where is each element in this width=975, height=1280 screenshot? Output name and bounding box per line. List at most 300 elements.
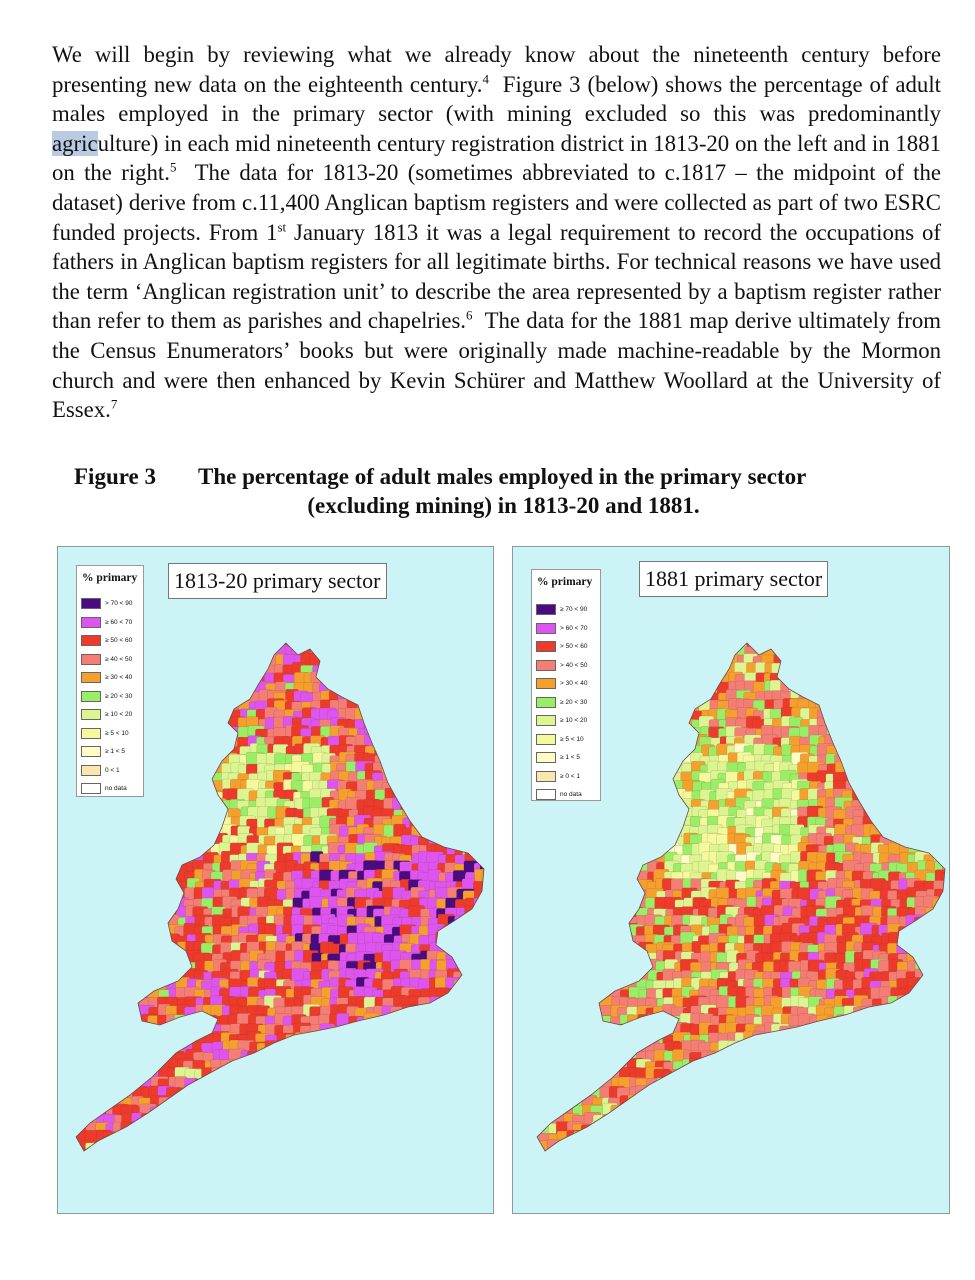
district-cell — [908, 708, 923, 720]
district-cell — [357, 1159, 370, 1177]
district-cell — [465, 719, 479, 731]
district-cell — [337, 646, 350, 659]
district-cell — [402, 1049, 417, 1062]
district-cell — [538, 825, 551, 842]
district-cell — [538, 971, 550, 985]
district-cell — [130, 943, 148, 957]
district-cell — [85, 933, 98, 949]
legend-swatch — [81, 691, 101, 702]
district-cell — [481, 927, 495, 941]
district-cell — [845, 663, 858, 680]
district-cell — [466, 638, 482, 651]
district-cell — [391, 1069, 407, 1082]
district-cell — [557, 842, 572, 859]
district-cell — [887, 728, 904, 742]
district-cell — [85, 953, 101, 966]
district-cell — [158, 852, 170, 864]
district-cell — [855, 710, 869, 723]
district-cell — [446, 738, 461, 754]
district-cell — [147, 792, 164, 809]
district-cell — [483, 756, 494, 771]
district-cell — [149, 644, 163, 656]
district-cell — [645, 700, 661, 716]
district-cell — [828, 698, 844, 711]
district-cell — [418, 1087, 433, 1105]
district-cell — [104, 1080, 119, 1097]
district-cell — [529, 890, 544, 904]
district-cell — [194, 801, 210, 814]
district-cell — [620, 826, 634, 838]
district-cell — [436, 645, 450, 660]
district-cell — [456, 700, 473, 716]
legend-label: ≥ 1 < 5 — [105, 748, 126, 755]
district-cell — [374, 1141, 387, 1157]
district-cell — [229, 1160, 244, 1177]
district-cell — [140, 854, 157, 869]
district-cell — [248, 1132, 266, 1146]
district-cell — [149, 855, 161, 868]
district-cell — [481, 1159, 493, 1173]
district-cell — [584, 843, 600, 860]
district-cell — [346, 1069, 359, 1084]
district-cell — [547, 998, 563, 1010]
district-cell — [428, 690, 443, 707]
district-cell — [781, 662, 795, 680]
district-cell — [328, 1079, 341, 1092]
district-cell — [548, 933, 566, 947]
district-cell — [445, 988, 461, 1004]
district-cell — [933, 691, 945, 706]
district-cell — [94, 1151, 108, 1164]
district-cell — [482, 951, 494, 964]
district-cell — [421, 1113, 435, 1131]
map-panel-1881 — [512, 546, 950, 1214]
district-cell — [178, 737, 194, 753]
district-cell — [123, 963, 136, 979]
district-cell — [78, 869, 95, 884]
district-cell — [78, 798, 93, 813]
district-cell — [142, 701, 160, 715]
district-cell — [195, 1079, 207, 1095]
district-cell — [618, 889, 634, 904]
district-cell — [157, 942, 175, 954]
district-cell — [899, 637, 914, 651]
district-cell — [529, 871, 546, 889]
district-cell — [337, 1122, 355, 1135]
district-cell — [329, 1103, 346, 1117]
district-cell — [473, 716, 486, 733]
district-cell — [436, 701, 449, 713]
district-cell — [472, 844, 487, 860]
district-cell — [399, 728, 412, 740]
district-cell — [338, 1078, 351, 1092]
district-cell — [907, 926, 924, 939]
legend-swatch — [81, 783, 101, 794]
district-cell — [887, 781, 905, 797]
district-cell — [66, 1095, 83, 1108]
district-cell — [372, 1106, 384, 1122]
district-cell — [620, 1024, 636, 1038]
district-cell — [665, 681, 680, 698]
district-cell — [418, 1068, 435, 1085]
district-cell — [673, 809, 686, 822]
district-cell — [302, 1124, 317, 1138]
district-cell — [86, 1023, 99, 1040]
district-cell — [611, 924, 626, 936]
district-cell — [565, 826, 578, 843]
district-cell — [825, 691, 837, 704]
footnote-ref[interactable]: 5 — [169, 159, 177, 175]
district-cell — [808, 656, 823, 669]
district-cell — [481, 942, 494, 955]
district-cell — [860, 663, 876, 679]
district-cell — [429, 1015, 443, 1033]
district-cell — [168, 1150, 183, 1167]
district-cell — [484, 782, 494, 796]
district-cell — [926, 963, 940, 979]
district-cell — [418, 710, 430, 728]
district-cell — [465, 782, 480, 795]
district-cell — [115, 1023, 129, 1040]
district-cell — [593, 925, 607, 940]
district-cell — [530, 933, 544, 951]
district-cell — [943, 747, 951, 764]
district-cell — [123, 917, 140, 931]
district-cell — [574, 977, 589, 991]
district-cell — [636, 719, 653, 737]
district-cell — [925, 698, 937, 712]
district-cell — [489, 782, 494, 797]
district-cell — [130, 1122, 145, 1134]
district-cell — [142, 1123, 159, 1139]
district-cell — [654, 718, 672, 731]
district-cell — [391, 709, 408, 724]
district-cell — [394, 1104, 406, 1118]
district-cell — [186, 764, 200, 778]
district-cell — [927, 719, 939, 732]
district-cell — [67, 826, 83, 841]
district-cell — [925, 907, 942, 924]
district-cell — [927, 636, 941, 652]
district-cell — [465, 1034, 482, 1050]
district-cell — [132, 846, 150, 863]
district-cell — [870, 789, 885, 807]
district-cell — [584, 871, 599, 889]
district-cell — [148, 1158, 163, 1174]
district-cell — [490, 935, 495, 952]
district-cell — [836, 656, 849, 674]
district-cell — [593, 890, 605, 904]
district-cell — [142, 914, 156, 928]
district-cell — [184, 1131, 197, 1145]
district-cell — [527, 836, 543, 853]
district-cell — [474, 898, 491, 911]
district-cell — [635, 729, 651, 744]
legend-swatch — [81, 746, 101, 757]
district-cell — [567, 845, 581, 861]
district-cell — [399, 1040, 414, 1054]
district-cell — [411, 1025, 429, 1040]
district-cell — [363, 1107, 380, 1122]
district-cell — [417, 770, 432, 787]
district-cell — [537, 988, 555, 1003]
district-cell — [456, 708, 474, 723]
district-cell — [582, 918, 595, 933]
district-cell — [148, 1112, 165, 1130]
district-cell — [185, 746, 201, 764]
district-cell — [86, 989, 104, 1003]
district-cell — [102, 980, 115, 993]
footnote-ref[interactable]: 4 — [482, 71, 489, 86]
district-cell — [864, 779, 877, 796]
district-cell — [76, 1025, 91, 1042]
district-cell — [438, 772, 455, 786]
district-cell — [864, 710, 878, 725]
district-cell — [464, 980, 481, 993]
district-cell — [465, 754, 480, 770]
district-cell — [472, 755, 487, 771]
district-cell — [186, 1096, 200, 1112]
district-cell — [592, 906, 609, 919]
district-cell — [870, 666, 886, 681]
district-cell — [159, 698, 176, 715]
district-cell — [466, 800, 482, 814]
district-cell — [480, 1115, 494, 1131]
district-cell — [483, 774, 494, 791]
footnote-ref[interactable]: 7 — [110, 396, 118, 412]
district-cell — [186, 783, 204, 801]
district-cell — [435, 1149, 448, 1164]
district-cell — [169, 663, 183, 679]
district-cell — [463, 682, 479, 695]
district-cell — [647, 638, 662, 655]
district-cell — [186, 1024, 203, 1038]
district-cell — [69, 844, 82, 859]
district-cell — [599, 941, 614, 957]
district-cell — [905, 737, 921, 750]
district-cell — [555, 944, 571, 957]
district-cell — [329, 1098, 343, 1113]
district-cell — [898, 745, 915, 760]
district-cell — [410, 684, 426, 698]
district-cell — [231, 636, 247, 648]
district-cell — [348, 1043, 366, 1059]
district-cell — [230, 1123, 243, 1140]
district-cell — [861, 1013, 874, 1025]
district-cell — [70, 816, 83, 828]
district-cell — [85, 1042, 97, 1057]
district-cell — [674, 707, 692, 723]
district-cell — [463, 996, 476, 1010]
district-cell — [491, 1095, 494, 1107]
district-cell — [355, 1124, 371, 1142]
district-cell — [240, 1132, 257, 1146]
district-cell — [346, 648, 362, 664]
district-cell — [798, 647, 811, 663]
district-cell — [202, 798, 214, 811]
district-cell — [120, 798, 138, 812]
district-cell — [120, 818, 135, 834]
district-cell — [915, 710, 932, 725]
district-cell — [214, 1105, 232, 1120]
district-cell — [265, 1050, 281, 1064]
district-cell — [357, 675, 370, 688]
district-cell — [175, 710, 190, 723]
district-cell — [256, 1088, 272, 1106]
district-cell — [186, 809, 199, 824]
district-cell — [474, 638, 489, 651]
legend-swatch — [81, 617, 101, 628]
district-cell — [133, 888, 146, 904]
district-cell — [882, 737, 894, 751]
text-selection-highlight[interactable]: agric — [52, 130, 98, 156]
district-cell — [647, 1014, 660, 1030]
district-cell — [536, 863, 553, 880]
district-cell — [158, 1033, 171, 1051]
district-cell — [473, 1130, 489, 1148]
district-cell — [142, 927, 156, 940]
district-cell — [612, 780, 626, 797]
district-cell — [284, 1043, 296, 1058]
district-cell — [142, 960, 158, 974]
district-cell — [250, 1115, 265, 1130]
district-cell — [211, 1067, 224, 1083]
district-cell — [493, 995, 494, 1008]
district-cell — [203, 754, 221, 766]
district-cell — [247, 637, 264, 651]
district-cell — [639, 808, 652, 820]
district-cell — [655, 789, 669, 806]
district-cell — [611, 837, 625, 851]
district-cell — [133, 980, 148, 994]
district-cell — [593, 825, 608, 842]
district-cell — [491, 1043, 494, 1057]
district-cell — [852, 664, 867, 681]
district-cell — [574, 906, 589, 920]
district-cell — [429, 1079, 445, 1097]
district-cell — [337, 1070, 352, 1083]
footnote-ref[interactable]: 6 — [466, 307, 473, 323]
district-cell — [594, 882, 606, 899]
district-cell — [238, 1152, 254, 1165]
district-cell — [149, 906, 165, 918]
district-cell — [196, 1015, 209, 1028]
district-cell — [131, 808, 149, 821]
district-cell — [400, 1159, 415, 1171]
district-cell — [673, 690, 688, 704]
district-cell — [211, 719, 228, 734]
district-cell — [132, 836, 150, 851]
district-cell — [472, 1070, 485, 1086]
district-cell — [392, 725, 409, 738]
district-cell — [492, 725, 494, 742]
district-cell — [106, 1159, 119, 1175]
district-cell — [205, 807, 219, 824]
district-cell — [629, 1023, 647, 1037]
district-cell — [455, 780, 469, 796]
district-cell — [340, 1142, 355, 1158]
district-cell — [546, 844, 561, 860]
district-cell — [575, 861, 589, 874]
district-cell — [680, 655, 694, 670]
district-cell — [79, 881, 93, 894]
district-cell — [447, 719, 462, 734]
district-cell — [897, 710, 912, 727]
district-cell — [426, 1022, 438, 1039]
district-cell — [815, 675, 829, 689]
district-cell — [303, 1142, 320, 1155]
district-cell — [429, 788, 443, 804]
district-cell — [69, 1051, 83, 1067]
district-cell — [620, 701, 635, 714]
district-cell — [365, 1086, 379, 1100]
district-cell — [897, 995, 914, 1007]
district-cell — [891, 1026, 905, 1039]
district-cell — [621, 863, 636, 879]
district-cell — [861, 726, 876, 743]
district-cell — [419, 1141, 432, 1155]
district-cell — [159, 872, 174, 884]
district-cell — [672, 637, 687, 652]
district-cell — [175, 654, 187, 670]
district-cell — [455, 1097, 468, 1112]
district-cell — [375, 666, 387, 684]
district-cell — [879, 773, 891, 790]
district-cell — [177, 835, 190, 849]
district-cell — [942, 978, 950, 994]
district-cell — [907, 665, 923, 679]
district-cell — [167, 737, 184, 750]
district-cell — [942, 648, 950, 660]
district-cell — [491, 1104, 494, 1119]
district-cell — [934, 824, 946, 839]
district-cell — [149, 1041, 164, 1054]
district-cell — [445, 933, 458, 947]
district-cell — [356, 646, 369, 659]
district-cell — [85, 970, 100, 987]
district-cell — [201, 744, 216, 761]
district-cell — [384, 638, 397, 655]
district-cell — [917, 1023, 932, 1039]
district-cell — [445, 826, 457, 839]
district-cell — [782, 672, 795, 686]
district-cell — [149, 817, 165, 833]
district-cell — [490, 917, 494, 930]
district-cell — [383, 654, 395, 671]
district-cell — [366, 1079, 379, 1096]
district-cell — [471, 764, 489, 777]
district-cell — [456, 646, 469, 663]
district-cell — [621, 836, 635, 849]
district-cell — [471, 663, 483, 676]
district-cell — [374, 1148, 389, 1165]
district-cell — [881, 638, 898, 655]
district-cell — [909, 942, 922, 955]
district-cell — [626, 664, 638, 678]
district-cell — [409, 1067, 424, 1084]
district-cell — [94, 1159, 110, 1174]
district-cell — [880, 816, 895, 829]
district-cell — [654, 684, 669, 698]
district-cell — [410, 1158, 428, 1174]
district-cell — [482, 891, 494, 903]
district-cell — [221, 1080, 238, 1093]
district-cell — [566, 995, 584, 1008]
district-cell — [483, 728, 494, 741]
district-cell — [482, 1068, 494, 1086]
district-cell — [618, 728, 634, 744]
district-cell — [411, 1143, 424, 1161]
